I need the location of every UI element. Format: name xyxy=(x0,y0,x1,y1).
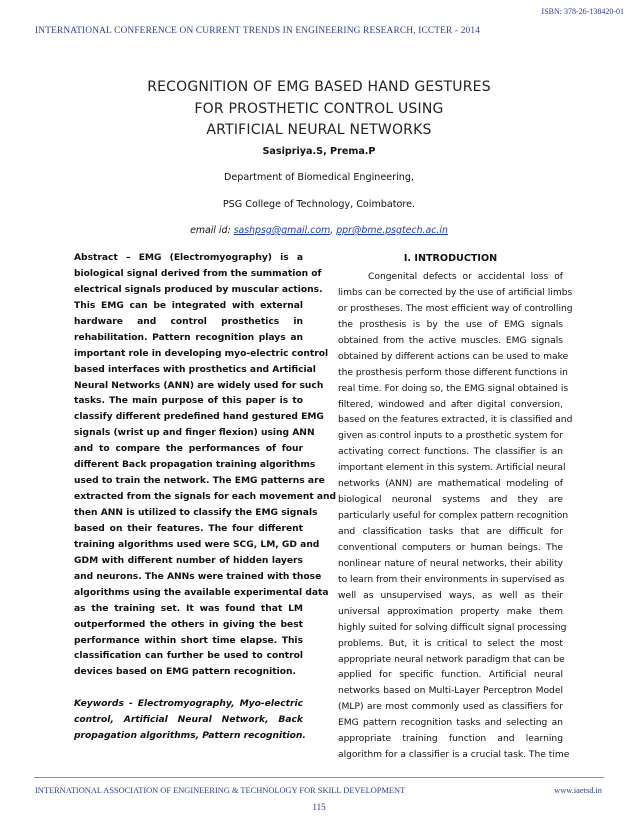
text-line: based on their features. The four different xyxy=(74,523,303,534)
text-line: filtered, windowed and after digital conversion, xyxy=(338,399,563,410)
text-line: EMG pattern recognition tasks and selecting an xyxy=(338,718,563,729)
keywords xyxy=(74,697,306,745)
text-line: well as unsupervised ways, as well as their xyxy=(338,590,563,601)
footer-association: INTERNATIONAL ASSOCIATION OF ENGINEERING & TECHNOLOGY FOR SKILL DEVELOPMENT xyxy=(35,786,406,795)
text-line: particularly useful for complex pattern recognition xyxy=(338,511,569,522)
introduction-body xyxy=(338,270,573,764)
text-line: biological signal derived from the summation of xyxy=(74,268,322,279)
text-line: appropriate neural network paradigm that can be xyxy=(338,654,565,665)
footer-divider xyxy=(34,777,604,778)
text-line: to learn from their environments in supervised as xyxy=(338,574,565,585)
text-line: problems. But, it is critical to select the most xyxy=(338,638,563,649)
text-line: extracted from the signals for each movement and xyxy=(74,492,337,503)
text-line: obtained from the active muscles. EMG signals xyxy=(338,335,563,346)
text-line: or prostheses. The most efficient way of controlling xyxy=(338,303,573,314)
text-line: Neural Networks (ANN) are widely used for such xyxy=(74,380,324,391)
text-line: electrical signals produced by muscular actions. xyxy=(74,284,323,295)
text-line: applied for specific function. Artificial neural xyxy=(338,670,563,681)
text-line: GDM with different number of hidden layers xyxy=(74,555,303,566)
text-line: and classification tasks that are difficult for xyxy=(338,527,563,537)
left-column xyxy=(74,251,337,745)
email-line xyxy=(0,225,638,236)
text-line: highly suited for solving difficult signal processing xyxy=(338,622,567,633)
text-line: biological neuronal systems and they are xyxy=(338,495,563,506)
email-label: email id: xyxy=(190,225,234,236)
text-line: Keywords - Electromyography, Myo-electric xyxy=(74,699,303,710)
text-line: real time. For doing so, the EMG signal obtained is xyxy=(338,383,569,394)
text-line: (MLP) are most commonly used as classifiers for xyxy=(338,702,563,713)
text-line: then ANN is utilized to classify the EMG signals xyxy=(74,508,318,518)
department: Department of Biomedical Engineering, xyxy=(223,172,414,183)
right-column xyxy=(338,251,573,764)
text-line: nonlinear nature of neural networks, their ability xyxy=(338,558,563,569)
abstract xyxy=(74,251,337,681)
text-line: rehabilitation. Pattern recognition plays an xyxy=(74,332,303,343)
authors: Sasipriya.S, Prema.P xyxy=(262,146,376,157)
text-line: the prosthesis perform those different functions in xyxy=(338,367,568,378)
text-line: This EMG can be integrated with external xyxy=(74,300,303,311)
text-line: universal approximation property make them xyxy=(338,606,563,617)
text-line: different Back propagation training algorithms xyxy=(74,460,316,471)
text-line: as the training set. It was found that LM xyxy=(74,603,303,614)
text-line: Abstract – EMG (Electromyography) is a xyxy=(74,253,303,263)
text-line: classification can further be used to control xyxy=(74,651,303,662)
isbn-label: ISBN: 378-26-138420-01 xyxy=(541,7,624,16)
text-line: based interfaces with prosthetics and Artificial xyxy=(74,364,316,375)
text-line: algorithms using the available experimental data xyxy=(74,587,329,598)
text-line: important role in developing myo-electric control xyxy=(74,348,329,359)
text-line: Congenital defects or accidental loss of xyxy=(368,272,563,282)
email-link-1[interactable]: sashpsg@gmail.com xyxy=(233,225,331,236)
text-line: hardware and control prosthetics in xyxy=(74,316,303,327)
text-line: based on the features extracted, it is classified and xyxy=(338,415,573,426)
text-line: propagation algorithms, Pattern recognition. xyxy=(74,731,306,742)
text-line: obtained by different actions can be used to make xyxy=(338,351,569,362)
title-line: ARTIFICIAL NEURAL NETWORKS xyxy=(206,122,432,138)
introduction-heading: I. INTRODUCTION xyxy=(403,253,498,264)
text-line: algorithm for a classifier is a crucial task. The time xyxy=(338,750,570,761)
email-separator: , xyxy=(330,225,337,236)
text-line: used to train the network. The EMG patterns are xyxy=(74,476,325,487)
text-line: classify different predefined hand gestured EMG xyxy=(74,412,324,423)
text-line: conventional computers or human beings. The xyxy=(338,542,563,553)
paper-title xyxy=(0,77,638,142)
text-line: given as control inputs to a prosthetic system for xyxy=(338,431,563,442)
text-line: appropriate training function and learning xyxy=(338,734,563,745)
text-line: activating correct functions. The classifier is an xyxy=(338,447,563,458)
text-line: devices based on EMG pattern recognition. xyxy=(74,667,296,678)
text-line: outperformed the others in giving the best xyxy=(74,619,303,630)
text-line: the prosthesis is by the use of EMG signals xyxy=(338,319,563,330)
text-line: signals (wrist up and finger flexion) using ANN xyxy=(74,428,315,439)
text-line: and neurons. The ANNs were trained with those xyxy=(74,571,322,582)
text-line: performance within short time elapse. This xyxy=(74,635,303,646)
page-number: 115 xyxy=(312,802,326,812)
footer-website[interactable]: www.iaetsd.in xyxy=(554,786,602,795)
text-line: tasks. The main purpose of this paper is to xyxy=(74,396,303,407)
conference-header: INTERNATIONAL CONFERENCE ON CURRENT TRENDS IN ENGINEERING RESEARCH, ICCTER - 2014 xyxy=(35,26,481,36)
text-line: networks based on Multi-Layer Perceptron Model xyxy=(338,686,563,697)
email-link-2[interactable]: ppr@bme.psgtech.ac.in xyxy=(336,225,448,236)
college: PSG College of Technology, Coimbatore. xyxy=(222,199,416,210)
title-line: RECOGNITION OF EMG BASED HAND GESTURES xyxy=(147,79,491,95)
text-line: training algorithms used were SCG, LM, GD and xyxy=(74,539,320,550)
text-line: important element in this system. Artificial neural xyxy=(338,463,566,474)
text-line: and to compare the performances of four xyxy=(74,444,303,455)
title-line: FOR PROSTHETIC CONTROL USING xyxy=(194,100,444,117)
text-line: networks (ANN) are mathematical modeling of xyxy=(338,479,563,490)
text-line: control, Artificial Neural Network, Back xyxy=(74,715,303,726)
text-line: limbs can be corrected by the use of artificial limbs xyxy=(338,287,573,298)
